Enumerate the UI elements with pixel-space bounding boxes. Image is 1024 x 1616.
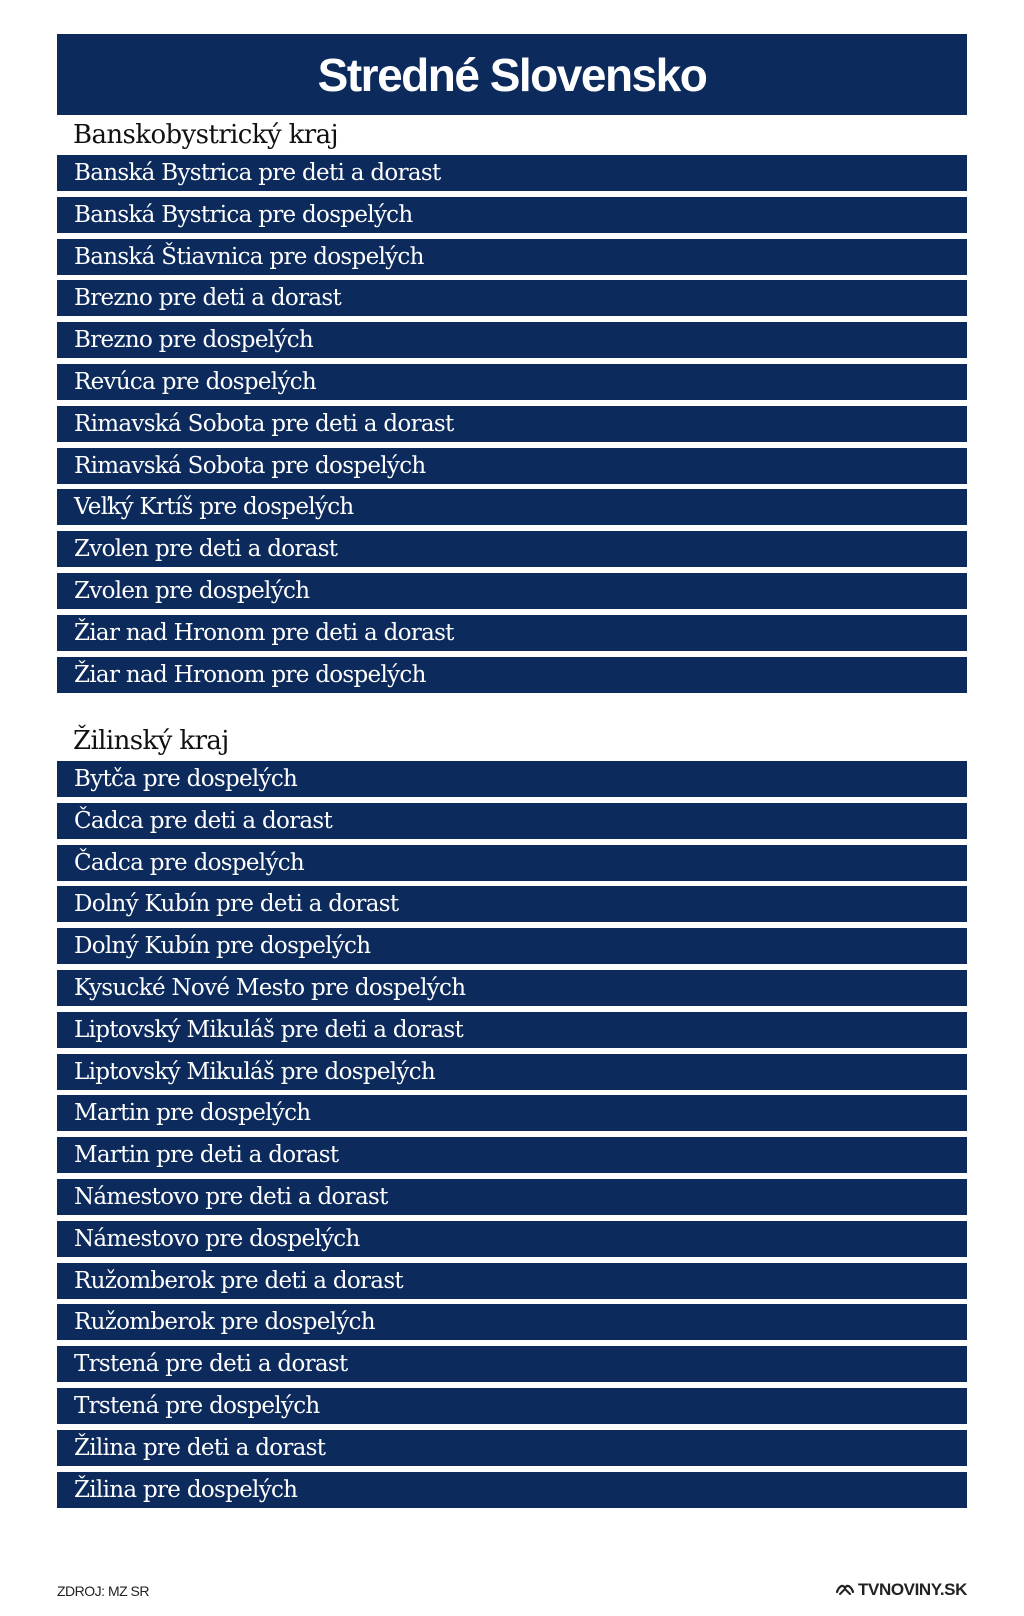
list-item: Ružomberok pre dospelých bbox=[57, 1304, 967, 1340]
list-item: Rimavská Sobota pre dospelých bbox=[57, 448, 967, 484]
list-item: Zvolen pre deti a dorast bbox=[57, 531, 967, 567]
list-item: Liptovský Mikuláš pre deti a dorast bbox=[57, 1012, 967, 1048]
page-title: Stredné Slovensko bbox=[317, 48, 707, 101]
section-heading: Žilinský kraj bbox=[73, 726, 229, 756]
list-item: Banská Bystrica pre deti a dorast bbox=[57, 155, 967, 191]
list-item: Žiar nad Hronom pre dospelých bbox=[57, 657, 967, 693]
list-item: Zvolen pre dospelých bbox=[57, 573, 967, 609]
source-credit: ZDROJ: MZ SR bbox=[57, 1583, 149, 1599]
list-item: Trstená pre dospelých bbox=[57, 1388, 967, 1424]
list-item: Žilina pre dospelých bbox=[57, 1472, 967, 1508]
list-item: Dolný Kubín pre deti a dorast bbox=[57, 886, 967, 922]
brand-name: TVNOVINY.SK bbox=[858, 1580, 967, 1599]
list-item: Kysucké Nové Mesto pre dospelých bbox=[57, 970, 967, 1006]
section-heading: Banskobystrický kraj bbox=[73, 120, 338, 150]
list-item: Liptovský Mikuláš pre dospelých bbox=[57, 1054, 967, 1090]
title-banner bbox=[57, 34, 967, 115]
list-item: Banská Bystrica pre dospelých bbox=[57, 197, 967, 233]
list-item: Trstená pre deti a dorast bbox=[57, 1346, 967, 1382]
list-item: Čadca pre dospelých bbox=[57, 845, 967, 881]
list-item: Dolný Kubín pre dospelých bbox=[57, 928, 967, 964]
list-item: Brezno pre deti a dorast bbox=[57, 280, 967, 316]
list-item: Brezno pre dospelých bbox=[57, 322, 967, 358]
list-item: Ružomberok pre deti a dorast bbox=[57, 1263, 967, 1299]
list-item: Banská Štiavnica pre dospelých bbox=[57, 239, 967, 275]
list-item: Martin pre deti a dorast bbox=[57, 1137, 967, 1173]
brand-credit bbox=[835, 1580, 967, 1600]
list-item: Žilina pre deti a dorast bbox=[57, 1430, 967, 1466]
tvnoviny-logo-icon bbox=[835, 1580, 855, 1600]
list-item: Veľký Krtíš pre dospelých bbox=[57, 489, 967, 525]
list-item: Martin pre dospelých bbox=[57, 1095, 967, 1131]
list-item: Rimavská Sobota pre deti a dorast bbox=[57, 406, 967, 442]
list-item: Námestovo pre deti a dorast bbox=[57, 1179, 967, 1215]
list-item: Žiar nad Hronom pre deti a dorast bbox=[57, 615, 967, 651]
list-item: Námestovo pre dospelých bbox=[57, 1221, 967, 1257]
list-item: Revúca pre dospelých bbox=[57, 364, 967, 400]
list-item: Čadca pre deti a dorast bbox=[57, 803, 967, 839]
list-item: Bytča pre dospelých bbox=[57, 761, 967, 797]
